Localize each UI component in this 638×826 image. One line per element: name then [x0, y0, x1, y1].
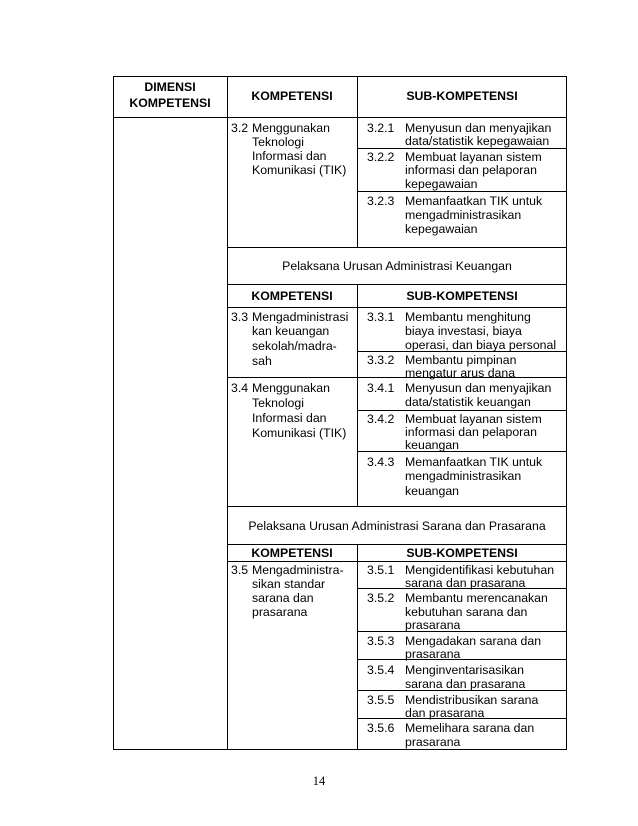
- competency-text: Mengadministrasi: [252, 310, 349, 324]
- sub-competency-number: 3.5.3: [367, 634, 395, 648]
- competency-text: Teknologi: [252, 396, 304, 410]
- competency-text: Informasi dan: [252, 411, 327, 425]
- sub-competency-number: 3.5.6: [367, 721, 395, 735]
- competency-text: sikan standar: [252, 577, 326, 591]
- sub-competency-text: Memanfaatkan TIK untuk: [405, 455, 543, 469]
- competency-text: sekolah/madra-: [252, 339, 337, 353]
- sub-competency-number: 3.5.1: [367, 563, 395, 577]
- section-title-keuangan: Pelaksana Urusan Administrasi Keuangan: [282, 259, 512, 273]
- competency-text: Komunikasi (TIK): [252, 426, 347, 440]
- competency-text: Informasi dan: [252, 149, 327, 163]
- sub-competency-text: data/statistik kepegawaian: [405, 134, 550, 148]
- sub-competency-text: operasi, dan biaya personal: [405, 338, 557, 352]
- section2-header-sub-kompetensi: SUB-KOMPETENSI: [406, 289, 518, 303]
- competency-text: Mengadministra-: [252, 563, 344, 577]
- competency-text: sarana dan: [252, 591, 314, 605]
- sub-competency-text: keuangan: [405, 438, 460, 452]
- sub-competency-text: prasarana: [405, 735, 461, 749]
- competency-number: 3.5: [231, 563, 249, 577]
- sub-competency-text: mengadministrasikan: [405, 208, 522, 222]
- sub-competency-text: prasarana: [405, 647, 461, 661]
- sub-competency-text: Membantu pimpinan: [405, 353, 517, 367]
- sub-competency-number: 3.5.4: [367, 663, 395, 677]
- sub-competency-text: Membantu merencanakan: [405, 591, 548, 605]
- competency-number: 3.3: [231, 310, 249, 324]
- header-dimensi-line2: KOMPETENSI: [129, 96, 211, 110]
- sub-competency-text: informasi dan pelaporan: [405, 425, 537, 439]
- section3-header-kompetensi: KOMPETENSI: [251, 546, 333, 560]
- section-title-sarana-prasarana: Pelaksana Urusan Administrasi Sarana dan Prasarana: [248, 519, 546, 533]
- sub-competency-text: dan prasarana: [405, 706, 485, 720]
- competency-text: prasarana: [252, 605, 308, 619]
- competency-number: 3.4: [231, 381, 249, 395]
- sub-competency-text: Menyusun dan menyajikan: [405, 121, 552, 135]
- sub-competency-number: 3.4.3: [367, 455, 395, 469]
- sub-competency-text: Membantu menghitung: [405, 310, 531, 324]
- sub-competency-text: mengatur arus dana: [405, 366, 516, 380]
- header-sub-kompetensi: SUB-KOMPETENSI: [406, 89, 518, 103]
- sub-competency-number: 3.2.3: [367, 194, 395, 208]
- section3-header-sub-kompetensi: SUB-KOMPETENSI: [406, 546, 518, 560]
- sub-competency-text: Mengadakan sarana dan: [405, 634, 542, 648]
- sub-competency-text: Memelihara sarana dan: [405, 721, 535, 735]
- sub-competency-number: 3.4.1: [367, 381, 395, 395]
- sub-competency-number: 3.5.2: [367, 591, 395, 605]
- competency-text: Teknologi: [252, 135, 304, 149]
- sub-competency-text: Memanfaatkan TIK untuk: [405, 194, 543, 208]
- sub-competency-number: 3.3.2: [367, 353, 395, 367]
- sub-competency-number: 3.2.2: [367, 150, 395, 164]
- sub-competency-text: sarana dan prasarana: [405, 677, 526, 691]
- sub-competency-text: Mendistribusikan sarana: [405, 693, 539, 707]
- sub-competency-text: Membuat layanan sistem: [405, 150, 542, 164]
- sub-competency-text: mengadministrasikan: [405, 469, 522, 483]
- sub-competency-text: keuangan: [405, 484, 460, 498]
- sub-competency-text: Mengidentifikasi kebutuhan: [405, 563, 555, 577]
- sub-competency-number: 3.3.1: [367, 310, 395, 324]
- sub-competency-text: Menginventarisasikan: [405, 663, 524, 677]
- competency-text: kan keuangan: [252, 324, 330, 338]
- sub-competency-text: prasarana: [405, 618, 461, 632]
- sub-competency-number: 3.4.2: [367, 412, 395, 426]
- sub-competency-text: kepegawaian: [405, 177, 478, 191]
- competency-text: Menggunakan: [252, 121, 330, 135]
- sub-competency-text: data/statistik keuangan: [405, 395, 531, 409]
- sub-competency-text: sarana dan prasarana: [405, 576, 526, 590]
- competency-text: Komunikasi (TIK): [252, 163, 347, 177]
- header-dimensi-line1: DIMENSI: [144, 80, 196, 94]
- sub-competency-number: 3.5.5: [367, 693, 395, 707]
- sub-competency-text: Menyusun dan menyajikan: [405, 381, 552, 395]
- sub-competency-text: kepegawaian: [405, 222, 478, 236]
- competency-text: sah: [252, 354, 272, 368]
- section2-header-kompetensi: KOMPETENSI: [251, 289, 333, 303]
- competency-text: Menggunakan: [252, 381, 330, 395]
- sub-competency-text: biaya investasi, biaya: [405, 324, 522, 338]
- sub-competency-text: Membuat layanan sistem: [405, 412, 542, 426]
- sub-competency-text: informasi dan pelaporan: [405, 163, 537, 177]
- header-kompetensi: KOMPETENSI: [251, 89, 333, 103]
- page-number: 14: [312, 774, 326, 788]
- sub-competency-number: 3.2.1: [367, 121, 395, 135]
- competency-number: 3.2: [231, 121, 249, 135]
- sub-competency-text: kebutuhan sarana dan: [405, 605, 528, 619]
